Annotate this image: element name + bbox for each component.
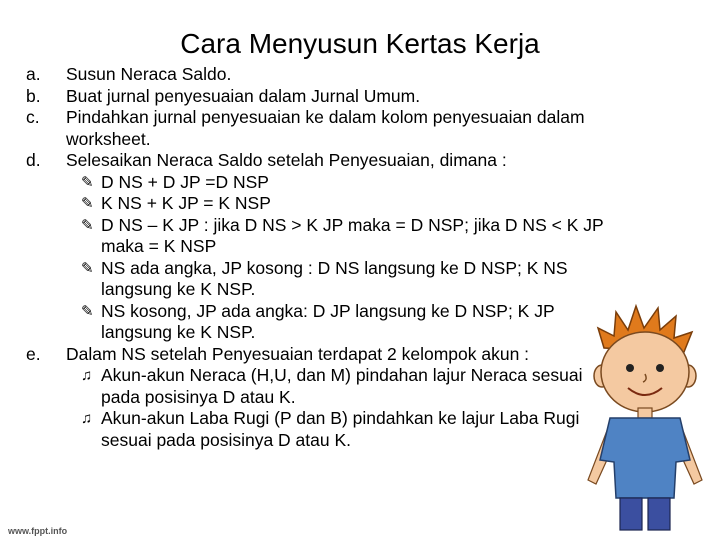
item-letter: a.: [26, 64, 41, 84]
item-text: Pindahkan jurnal penyesuaian ke dalam kolom penyesuaian dalam worksheet.: [66, 107, 585, 149]
sub-item-text: D NS – K JP : jika D NS > K JP maka = D NSP; jika D NS < K JP maka = K NSP: [101, 214, 604, 256]
sub-item: [81, 408, 626, 451]
sub-item-text: K NS + K JP = K NSP: [101, 193, 271, 213]
quill-pen-icon: ✎: [81, 259, 94, 277]
music-note-icon: ♫: [81, 410, 93, 427]
item-text: Susun Neraca Saldo.: [66, 64, 232, 84]
item-text: Dalam NS setelah Penyesuaian terdapat 2 kelompok akun :: [66, 343, 530, 364]
item-letter: c.: [26, 107, 40, 127]
list-item-e: [26, 344, 626, 366]
music-note-icon: ♫: [81, 367, 93, 384]
item-letter: e.: [26, 343, 41, 364]
pants: [620, 498, 642, 530]
slide-title: Cara Menyusun Kertas Kerja: [180, 28, 540, 59]
list-item-a: [26, 64, 626, 86]
quill-pen-icon: ✎: [81, 302, 94, 320]
sub-item: [81, 193, 626, 215]
list-item-c: [26, 107, 626, 150]
watermark: www.fppt.info: [8, 526, 68, 536]
item-letter: d.: [26, 150, 41, 170]
quill-pen-icon: ✎: [81, 195, 94, 212]
sub-item: [81, 365, 626, 408]
item-letter: b.: [26, 85, 41, 106]
sub-item-text: NS ada angka, JP kosong : D NS langsung ke D NSP; K NS langsung ke K NSP.: [101, 257, 568, 299]
sub-item: [81, 258, 626, 301]
quill-pen-icon: ✎: [81, 173, 94, 191]
sub-item-text: Akun-akun Laba Rugi (P dan B) pindahkan ke lajur Laba Rugi sesuai pada posisinya D atau K.: [101, 408, 580, 450]
list-item-d: [26, 150, 626, 172]
content-list: [26, 64, 626, 451]
list-item-b: [26, 86, 626, 108]
item-text: Buat jurnal penyesuaian dalam Jurnal Umum.: [66, 85, 421, 106]
sub-item-text: Akun-akun Neraca (H,U, dan M) pindahan lajur Neraca sesuai pada posisinya D atau K.: [101, 365, 583, 407]
quill-pen-icon: ✎: [81, 216, 94, 234]
item-text: Selesaikan Neraca Saldo setelah Penyesuaian, dimana :: [66, 150, 507, 170]
head: [601, 332, 689, 412]
sub-item-text: D NS + D JP =D NSP: [101, 171, 269, 192]
shirt: [600, 418, 690, 498]
sub-item: [81, 215, 626, 258]
sub-item: [81, 172, 626, 194]
sub-item-text: NS kosong, JP ada angka: D JP langsung ke D NSP; K JP langsung ke K NSP.: [101, 300, 555, 342]
cartoon-boy-illustration: [570, 290, 720, 540]
sub-item: [81, 301, 626, 344]
